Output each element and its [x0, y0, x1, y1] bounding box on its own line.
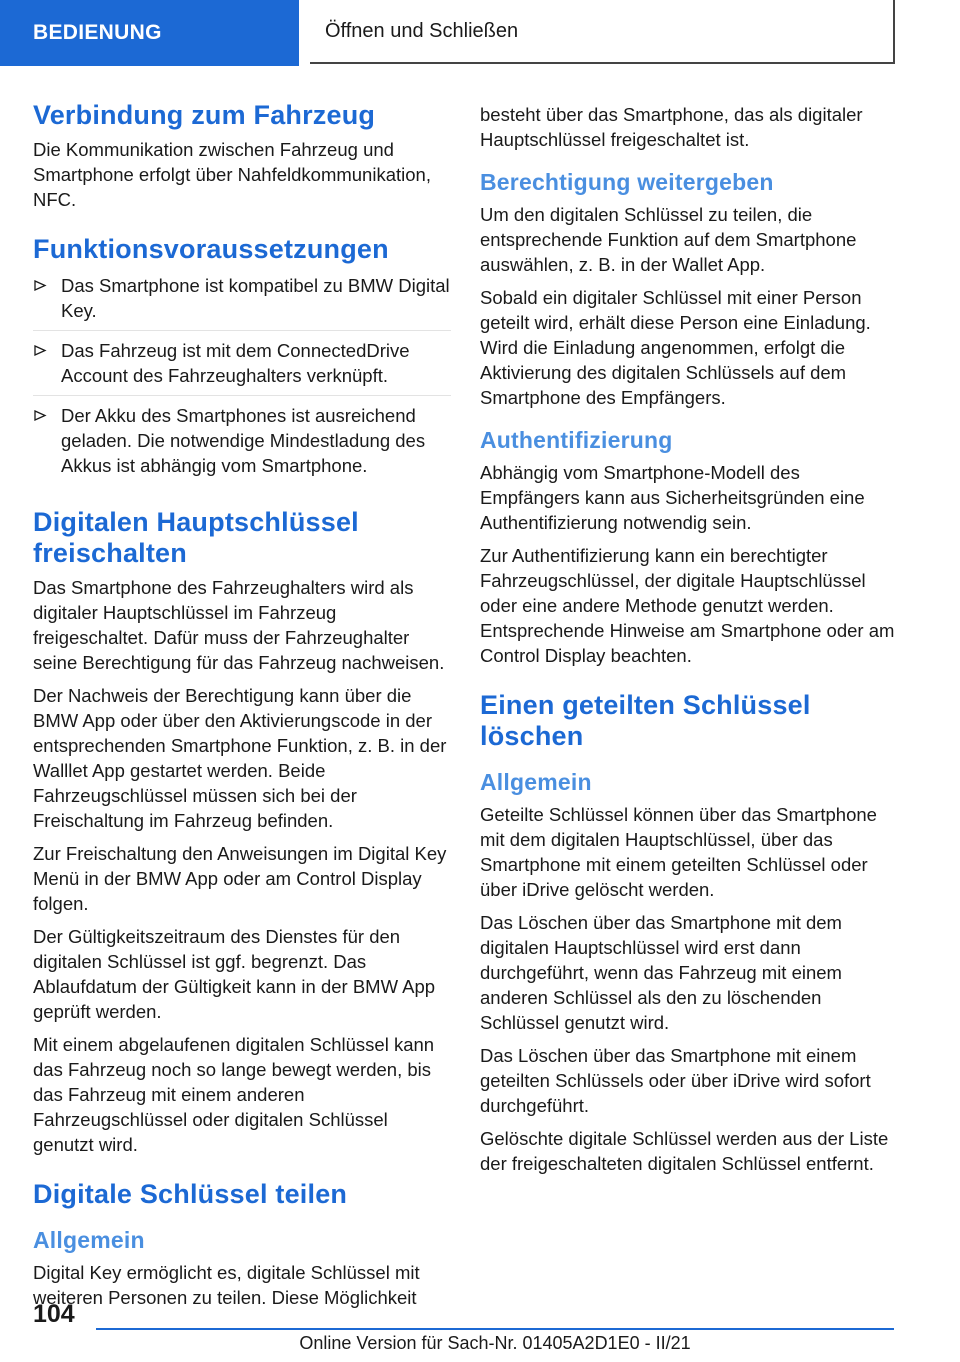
list-item: [33, 395, 451, 485]
paragraph-continue: besteht über das Smartphone, das als digitaler Hauptschlüssel freigeschaltet ist.: [480, 104, 863, 150]
paragraph-delete-4: Gelöschte digitale Schlüssel werden aus der Liste der freigeschalteten digitalen Schlüssel entfernt.: [480, 1128, 889, 1174]
list-item-text: Der Akku des Smartphones ist ausreichend geladen. Die notwendige Mindestladung des Akkus ist abhängig vom Smartphone.: [61, 405, 426, 476]
paragraph-delete-1: Geteilte Schlüssel können über das Smartphone mit dem digitalen Hauptschlüssel, über das Smartphone mit einem geteilten Schlüssel oder über iDrive gelöscht werden.: [480, 804, 877, 900]
paragraph-unlock-1: Das Smartphone des Fahrzeughalters wird als digitaler Hauptschlüssel im Fahrzeug freigeschaltet. Dafür muss der Fahrzeughalter seine Berechtigung für das Fahrzeug nachweisen.: [33, 577, 445, 673]
paragraph-share-general: Digital Key ermöglicht es, digitale Schlüssel mit weiteren Personen zu teilen. Diese Möglichkeit: [33, 1262, 420, 1308]
page-header: [0, 0, 960, 66]
paragraph-unlock-2: Der Nachweis der Berechtigung kann über die BMW App oder über den Aktivierungscode in der entsprechenden Smartphone Funktion, z. B. in der Walllet App gestartet werden. Beide Fahrzeugschlüssel müssen sich bei der Freischaltung im Fahrzeug befinden.: [33, 685, 447, 831]
list-item: [33, 273, 451, 330]
heading-delete: Einen geteilten Schlüssel löschen: [480, 690, 811, 751]
list-item: [33, 330, 451, 395]
heading-unlock: Digitalen Hauptschlüssel freischalten: [33, 507, 359, 568]
paragraph-delete-3: Das Löschen über das Smartphone mit einem geteilten Schlüssels oder über iDrive wird sofort durchgeführt.: [480, 1045, 871, 1116]
header-separator: [299, 0, 310, 66]
right-column: [480, 102, 898, 1184]
subheading-pass-on: Berechtigung weitergeben: [480, 169, 774, 195]
paragraph-auth-2: Zur Authentifizierung kann ein berechtigter Fahrzeugschlüssel, der digitale Hauptschlüssel oder eine andere Methode genutzt werden. Entsprechende Hinweise am Smartphone oder am Control Display beachten.: [480, 545, 895, 666]
subheading-delete-general: Allgemein: [480, 769, 592, 795]
paragraph-unlock-4: Der Gültigkeitszeitraum des Dienstes für den digitalen Schlüssel ist ggf. begrenzt. Das Ablaufdatum der Gültigkeit kann in der BMW App geprüft werden.: [33, 926, 436, 1022]
subheading-share-general: Allgemein: [33, 1227, 145, 1253]
paragraph-unlock-5: Mit einem abgelaufenen digitalen Schlüssel kann das Fahrzeug noch so lange bewegt werden, bis das Fahrzeug mit einem anderen Fahrzeugschlüssel oder digitalen Schlüssel genutzt wird.: [33, 1034, 435, 1155]
list-item-text: Das Fahrzeug ist mit dem ConnectedDrive Account des Fahrzeughalters verknüpft.: [61, 340, 410, 386]
paragraph-delete-2: Das Löschen über das Smartphone mit dem digitalen Hauptschlüssel wird erst dann durchgeführt, wenn das Fahrzeug mit einem anderen Schlüssel als den zu löschenden Schlüssel genutzt wird.: [480, 912, 842, 1033]
paragraph-pass-on-1: Um den digitalen Schlüssel zu teilen, die entsprechende Funktion auf dem Smartphone auswählen, z. B. in der Wallet App.: [480, 204, 857, 275]
paragraph-auth-1: Abhängig vom Smartphone-Modell des Empfängers kann aus Sicherheitsgründen eine Authentifizierung notwendig sein.: [480, 462, 865, 533]
paragraph-unlock-3: Zur Freischaltung den Anweisungen im Digital Key Menü in der BMW App oder am Control Display folgen.: [33, 843, 447, 914]
list-item-text: Das Smartphone ist kompatibel zu BMW Digital Key.: [61, 275, 450, 321]
triangle-bullet-icon: [33, 403, 47, 428]
triangle-bullet-icon: [33, 273, 47, 298]
requirements-list: [33, 273, 451, 485]
footer-divider: [96, 1328, 894, 1330]
subheading-auth: Authentifizierung: [480, 427, 673, 453]
paragraph-connection: Die Kommunikation zwischen Fahrzeug und Smartphone erfolgt über Nahfeldkommunikation, NFC.: [33, 139, 431, 210]
page-number: 104: [33, 1300, 75, 1328]
heading-share: Digitale Schlüssel teilen: [33, 1179, 348, 1209]
left-column: [33, 100, 451, 1318]
heading-requirements: Funktionsvoraussetzungen: [33, 234, 389, 264]
heading-connection: Verbindung zum Fahrzeug: [33, 100, 376, 130]
section-tab: BEDIENUNG: [0, 0, 299, 66]
paragraph-pass-on-2: Sobald ein digitaler Schlüssel mit einer Person geteilt wird, erhält diese Person eine Einladung. Wird die Einladung angenommen, erfolgt die Aktivierung des digitalen Schlüssels auf dem Smartphone des Empfängers.: [480, 287, 871, 408]
chapter-title: Öffnen und Schließen: [310, 0, 895, 64]
footer-online-version: Online Version für Sach-Nr. 01405A2D1E0 - II/21: [299, 1333, 691, 1353]
triangle-bullet-icon: [33, 338, 47, 363]
